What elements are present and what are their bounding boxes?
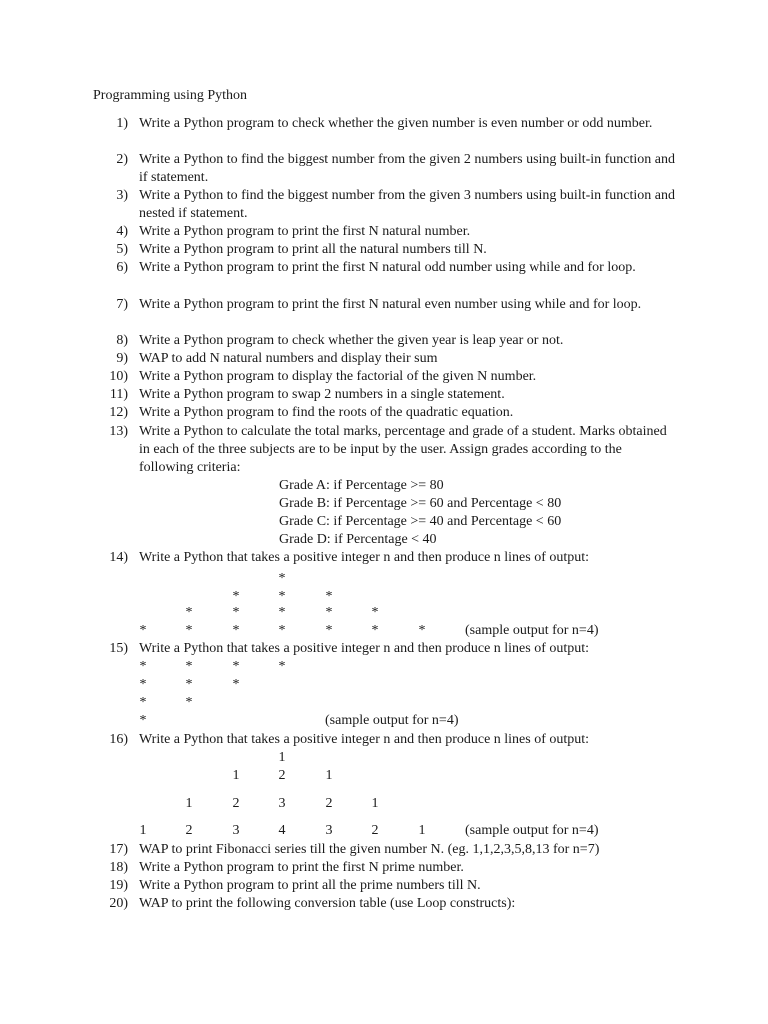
item-text: Write a Python that takes a positive integer n and then produce n lines of output: [139,732,590,747]
pattern-number: 1 [278,750,286,765]
pattern-star: * [278,623,286,638]
pattern-star: * [278,571,286,586]
item-number: 3) [116,188,128,203]
pattern-star: * [232,589,240,604]
item-text: Write a Python to find the biggest number from the given 2 numbers using built-in function and if statement. [139,152,676,185]
item-number: 17) [109,842,128,857]
pattern-star: * [232,659,240,674]
item-text: Write a Python program to swap 2 numbers in a single statement. [139,387,505,402]
item-number: 18) [109,860,128,875]
pattern-star: * [139,677,147,692]
item-number: 11) [109,387,128,402]
item-number: 5) [116,242,128,257]
pattern-number: 3 [278,796,286,811]
item-number: 7) [116,297,128,312]
pattern-star: * [278,605,286,620]
pattern-number: 1 [371,796,379,811]
item-text: Write a Python to calculate the total marks, percentage and grade of a student. Marks obtained in each of the three subjects are to be input by the user. Assign grades according to the following criteria: [139,424,667,475]
sample-note: (sample output for n=4) [465,623,599,638]
pattern-star: * [139,659,147,674]
item-number: 16) [109,732,128,747]
pattern-star: * [325,605,333,620]
item-text: Write a Python program to check whether the given number is even number or odd number. [139,116,653,131]
pattern-star: * [185,605,193,620]
pattern-star: * [325,589,333,604]
pattern-number: 2 [371,823,379,838]
item-text: WAP to print Fibonacci series till the given number N. (eg. 1,1,2,3,5,8,13 for n=7) [139,842,600,857]
pattern-number: 2 [278,768,286,783]
item-number: 14) [109,550,128,565]
pattern-star: * [185,695,193,710]
item-number: 13) [109,424,128,439]
pattern-star: * [185,677,193,692]
item-text: Write a Python program to find the roots of the quadratic equation. [139,405,514,420]
item-text: Write a Python to find the biggest number from the given 3 numbers using built-in function and nested if statement. [139,188,676,221]
pattern-number: 1 [139,823,147,838]
item-text: Write a Python program to print all the prime numbers till N. [139,878,481,893]
item-text: Write a Python program to check whether the given year is leap year or not. [139,333,564,348]
item-text: Write a Python program to print the first N natural even number using while and for loop. [139,297,642,312]
pattern-star: * [232,605,240,620]
item-number: 2) [116,152,128,167]
item-number: 12) [109,405,128,420]
pattern-number: 2 [325,796,333,811]
item-text: Write a Python program to print all the natural numbers till N. [139,242,487,257]
pattern-star: * [371,623,379,638]
item-number: 19) [109,878,128,893]
pattern-number: 3 [325,823,333,838]
pattern-star: * [139,623,147,638]
pattern-number: 2 [185,823,193,838]
page-title: Programming using Python [93,88,248,103]
item-text: WAP to print the following conversion table (use Loop constructs): [139,896,516,911]
item-number: 6) [116,260,128,275]
pattern-number: 1 [418,823,426,838]
item-number: 20) [109,896,128,911]
pattern-number: 1 [325,768,333,783]
pattern-star: * [278,589,286,604]
item-text: Write a Python program to print the first N prime number. [139,860,464,875]
item-number: 8) [116,333,128,348]
item-number: 10) [109,369,128,384]
item-number: 15) [109,641,128,656]
pattern-star: * [139,695,147,710]
pattern-number: 1 [185,796,193,811]
pattern-number: 1 [232,768,240,783]
item-number: 9) [116,351,128,366]
grade-line: Grade A: if Percentage >= 80 [279,478,444,493]
pattern-star: * [232,677,240,692]
item-text: WAP to add N natural numbers and display their sum [139,351,438,366]
pattern-star: * [371,605,379,620]
item-number: 4) [116,224,128,239]
pattern-star: * [325,623,333,638]
grade-line: Grade B: if Percentage >= 60 and Percentage < 80 [279,496,562,511]
pattern-star: * [278,659,286,674]
item-text: Write a Python program to display the factorial of the given N number. [139,369,537,384]
pattern-number: 4 [278,823,286,838]
pattern-number: 3 [232,823,240,838]
pattern-star: * [139,713,147,728]
item-text: Write a Python that takes a positive integer n and then produce n lines of output: [139,641,590,656]
item-number: 1) [116,116,128,131]
pattern-star: * [185,659,193,674]
grade-line: Grade C: if Percentage >= 40 and Percentage < 60 [279,514,562,529]
pattern-star: * [418,623,426,638]
pattern-star: * [232,623,240,638]
grade-line: Grade D: if Percentage < 40 [279,532,437,547]
pattern-star: * [185,623,193,638]
sample-note: (sample output for n=4) [325,713,459,728]
sample-note: (sample output for n=4) [465,823,599,838]
item-text: Write a Python program to print the first N natural odd number using while and for loop. [139,260,636,275]
item-text: Write a Python that takes a positive integer n and then produce n lines of output: [139,550,590,565]
pattern-number: 2 [232,796,240,811]
item-text: Write a Python program to print the first N natural number. [139,224,471,239]
